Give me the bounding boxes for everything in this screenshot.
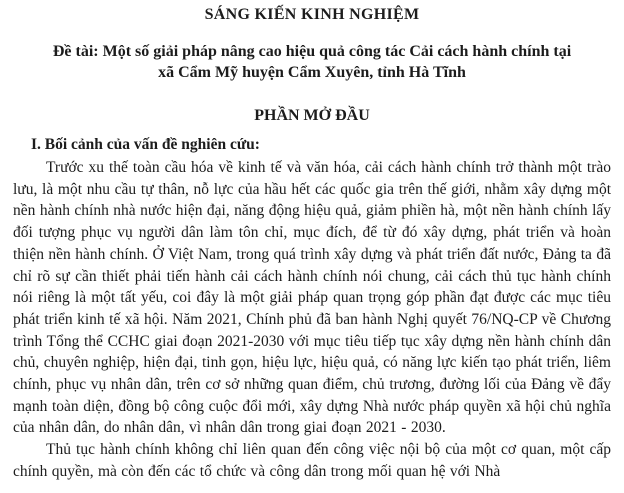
subsection-heading-boi-canh: I. Bối cảnh của vấn đề nghiên cứu: xyxy=(31,136,260,153)
body-paragraph-1: Trước xu thế toàn cầu hóa về kinh tế và văn hóa, cải cách hành chính trở thành một trào lưu, là một nhu cầu tự thân, nỗ lực của hầu hết các quốc gia trên thế giới, nhằm xây dựng một nền hành chính nhà nước hiện đại, năng động hiệu quả, giảm phiền hà, một nền hành chính lấy đối tượng phục vụ người dân làm tôn chỉ, mục đích, để từ đó xây dựng, phát triển và hoàn thiện nền hành chính. Ở Việt Nam, trong quá trình xây dựng và phát triển đất nước, Đảng ta đã chỉ rõ sự cần thiết phải tiến hành cải cách hành chính nói chung, cải cách thủ tục hành chính nói riêng là một tất yếu, coi đây là một giải pháp quan trọng góp phần đạt được các mục tiêu phát triển kinh tế xã hội. Năm 2021, Chính phủ đã ban hành Nghị quyết 76/NQ-CP về Chương trình Tổng thể CCHC giai đoạn 2021-2030 với mục tiêu tiếp tục xây dựng nền hành chính dân chủ, chuyên nghiệp, hiện đại, tinh gọn, hiệu lực, hiệu quả, có năng lực kiến tạo phát triển, liêm chính, phục vụ nhân dân, trên cơ sở những quan điểm, chủ trương, đường lối của Đảng về đẩy mạnh toàn diện, đồng bộ công cuộc đổi mới, xây dựng Nhà nước pháp quyền xã hội chủ nghĩa của nhân dân, do nhân dân, vì nhân dân trong giai đoạn 2021 - 2030. xyxy=(13,159,611,437)
section-heading-phan-mo-dau: PHẦN MỞ ĐẦU xyxy=(254,107,370,124)
body-paragraph-2: Thủ tục hành chính không chỉ liên quan đến công việc nội bộ của một cơ quan, một cấp chính quyền, mà còn đến các tổ chức và công dân trong mối quan hệ với Nhà xyxy=(13,441,611,480)
document-title: SÁNG KIẾN KINH NGHIỆM xyxy=(204,6,420,23)
topic-line-1: Đề tài: Một số giải pháp nâng cao hiệu quả công tác Cải cách hành chính tại xyxy=(52,43,572,60)
document-topic xyxy=(13,42,611,83)
topic-line-2: xã Cẩm Mỹ huyện Cẩm Xuyên, tỉnh Hà Tĩnh xyxy=(158,63,466,81)
